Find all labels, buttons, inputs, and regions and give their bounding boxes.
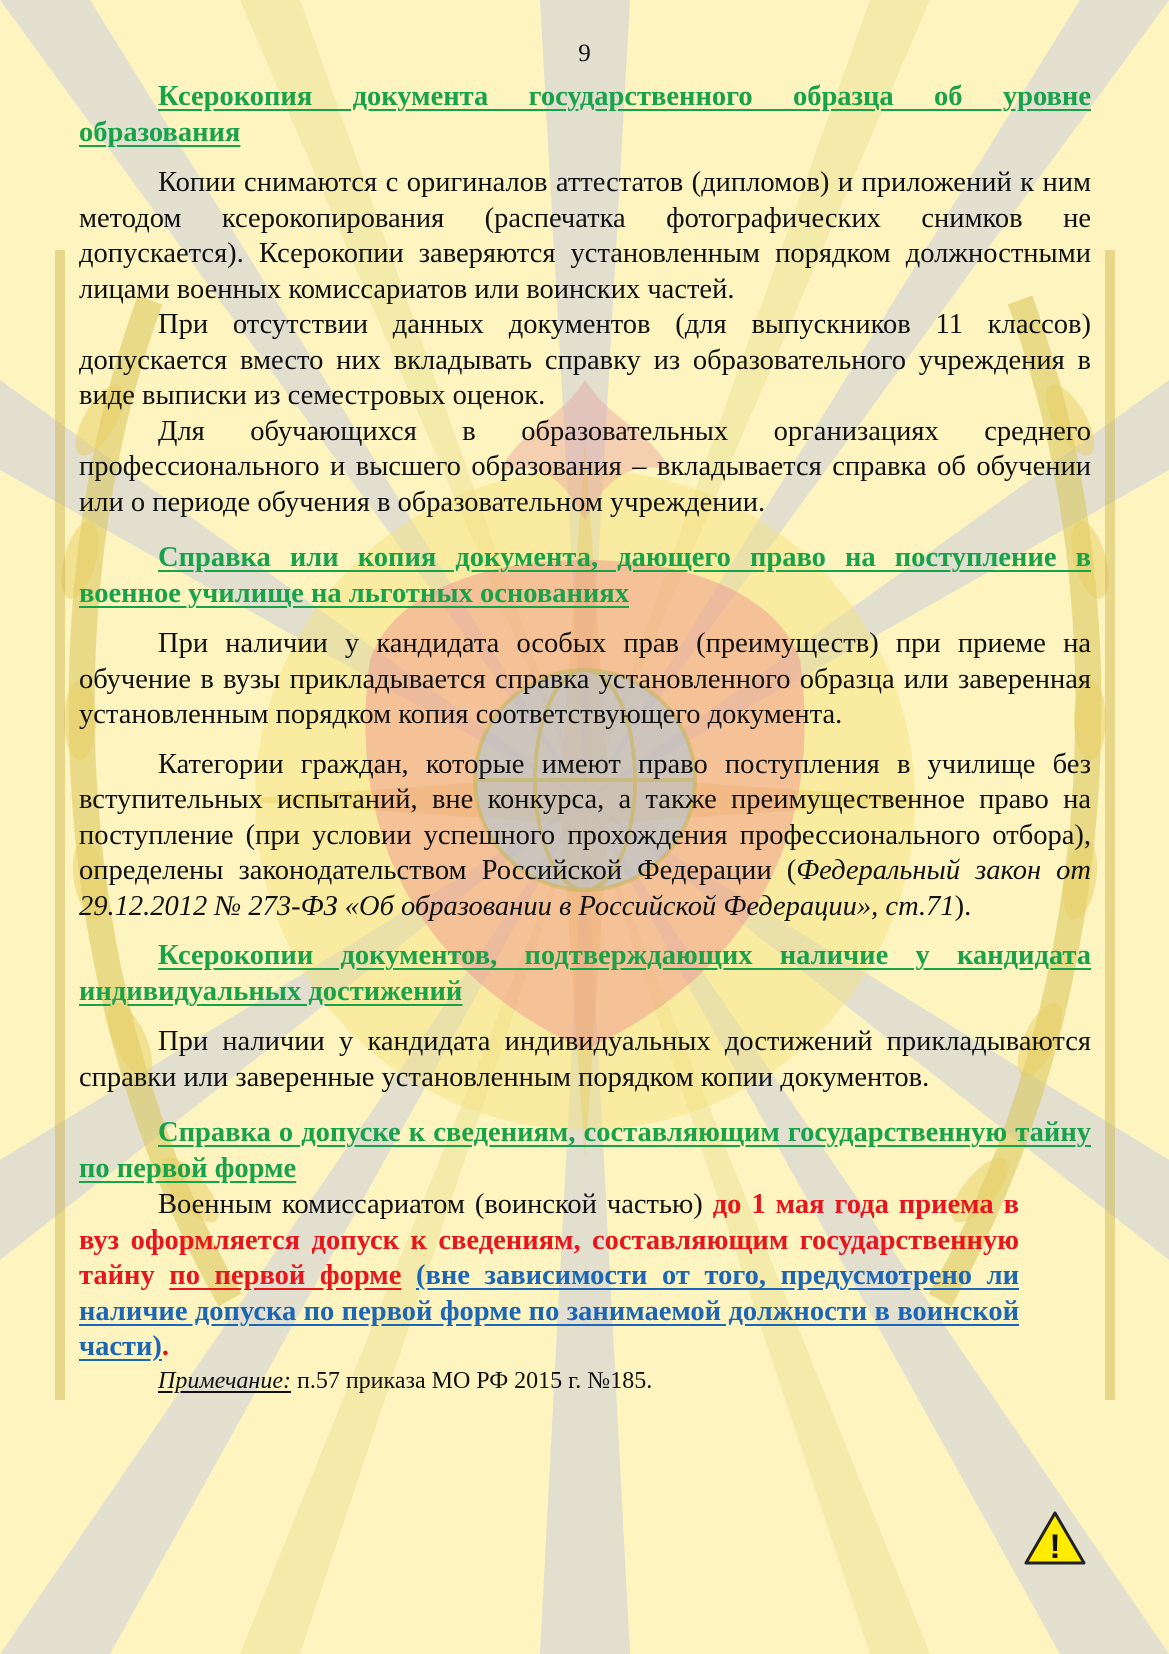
law-reference: Федеральный закон от 29.12.2012 № 273-ФЗ «Об образовании в Российской Федерации», ст.71 xyxy=(79,855,1091,922)
paragraph: Копии снимаются с оригиналов аттестатов (дипломов) и приложений к ним методом ксерокопирования (распечатка фотографических снимков не допускается). Ксерокопии заверяются установленным порядком должностными лицами военных комиссариатов или воинских частей. xyxy=(79,167,1091,305)
paragraph: При наличии у кандидата индивидуальных достижений прикладываются справки или заверенные установленным порядком копии документов. xyxy=(79,1026,1091,1093)
note-text: п.57 приказа МО РФ 2015 г. №185. xyxy=(290,1367,653,1394)
paragraph-clearance xyxy=(79,1187,1019,1365)
paragraph-text: Категории граждан, которые имеют право поступления в училище без вступительных испытаний, вне конкурса, а также преимущественное право на поступление (при условии успешного прохождения профессионального отбора), определены законодательством Российской Федерации ( xyxy=(79,748,1091,886)
deadline-text: до 1 мая года приема в вуз оформляется допуск к сведениям, составляющим государственную тайну xyxy=(79,1189,1019,1291)
paragraph-end: . xyxy=(161,1331,170,1362)
section-heading-achievements: Ксерокопии документов, подтверждающих наличие у кандидата индивидуальных достижений xyxy=(79,940,1091,1007)
space xyxy=(401,1260,416,1291)
warning-triangle-icon xyxy=(1023,1510,1087,1566)
warning-symbol: ! xyxy=(1049,1528,1061,1566)
paragraph: При отсутствии данных документов (для выпускников 11 классов) допускается вместо них вкладывать справку из образовательного учреждения в виде выписки из семестровых оценок. xyxy=(79,309,1091,411)
section-heading-education-copy: Ксерокопия документа государственного образца об уровне образования xyxy=(79,81,1091,148)
first-form-text: по первой форме xyxy=(169,1260,402,1291)
paragraph: При наличии у кандидата особых прав (преимуществ) при приеме на обучение в вузы прикладывается справка установленного образца или заверенная установленным порядком копия соответствующего документа. xyxy=(79,628,1091,730)
section-heading-clearance: Справка о допуске к сведениям, составляющим государственную тайну по первой форме xyxy=(79,1117,1091,1184)
paragraph: Для обучающихся в образовательных организациях среднего профессионального и высшего образования – вкладывается справка об обучении или о периоде обучения в образовательном учреждении. xyxy=(79,415,1091,518)
document-body xyxy=(79,79,1091,1397)
paragraph-text: Военным комиссариатом (воинской частью) xyxy=(158,1189,713,1220)
section-heading-privileges: Справка или копия документа, дающего право на поступление в военное училище на льготных основаниях xyxy=(79,542,1091,609)
note-label: Примечание: xyxy=(158,1367,291,1394)
page-number: 9 xyxy=(578,40,591,67)
note xyxy=(79,1365,1091,1397)
clarification-text: (вне зависимости от того, предусмотрено ли наличие допуска по первой форме по занимаемой должности в воинской части) xyxy=(79,1260,1019,1362)
paragraph-categories xyxy=(79,747,1091,925)
paragraph-text-end: ). xyxy=(954,890,972,922)
